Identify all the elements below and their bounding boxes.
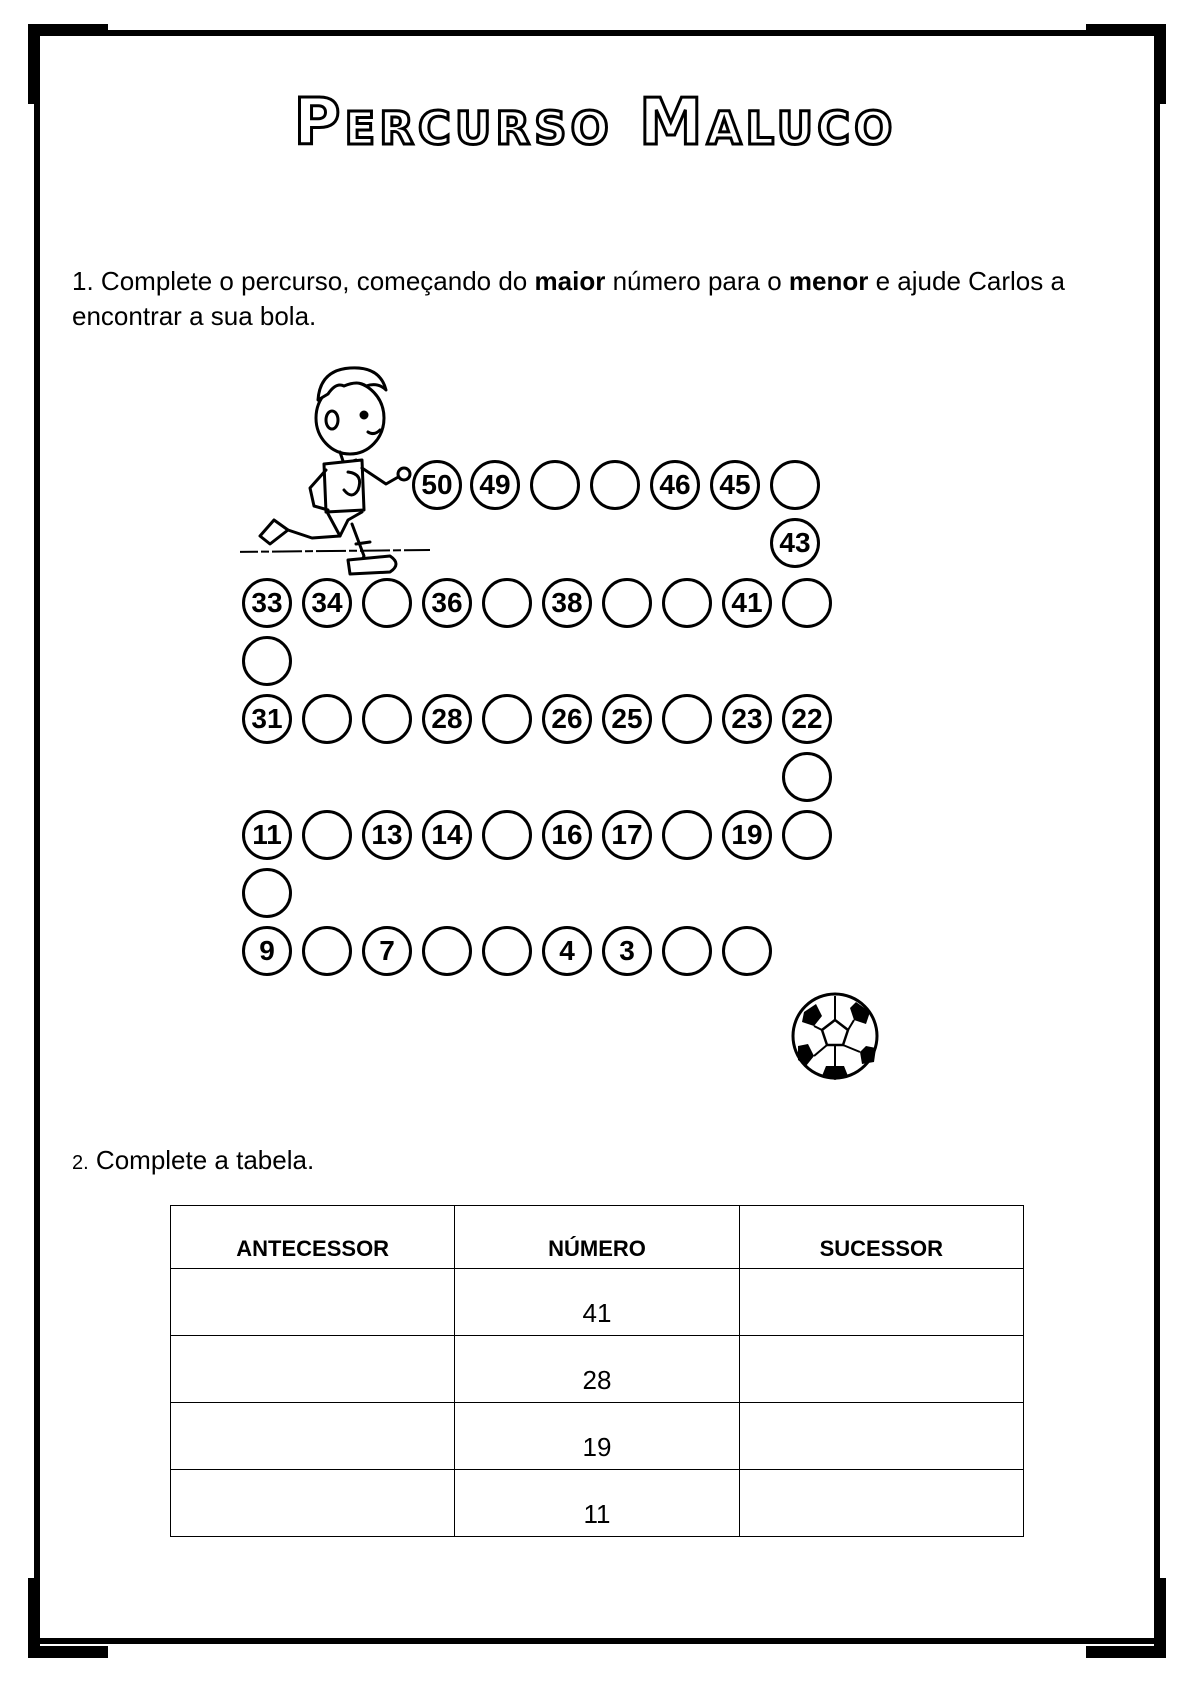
table-row: [171, 1470, 1024, 1537]
question-1-text-post: e ajude Carlos a encontrar a sua bola.: [72, 266, 1065, 331]
path-circle-46: 46: [650, 460, 700, 510]
path-circle-17: 17: [602, 810, 652, 860]
path-circle-blank[interactable]: [602, 578, 652, 628]
path-circle-blank[interactable]: [782, 752, 832, 802]
question-2: [72, 1145, 314, 1176]
path-circle-28: 28: [422, 694, 472, 744]
path-circle-7: 7: [362, 926, 412, 976]
numero-cell: 11: [455, 1470, 739, 1537]
path-circle-4: 4: [542, 926, 592, 976]
path-circle-16: 16: [542, 810, 592, 860]
column-header-sucessor: SUCESSOR: [739, 1206, 1023, 1269]
path-circle-49: 49: [470, 460, 520, 510]
path-circle-blank[interactable]: [662, 926, 712, 976]
path-circle-blank[interactable]: [782, 810, 832, 860]
numero-cell: 19: [455, 1403, 739, 1470]
sucessor-cell[interactable]: [739, 1403, 1023, 1470]
path-circle-blank[interactable]: [482, 578, 532, 628]
question-2-text: Complete a tabela.: [95, 1145, 315, 1175]
path-circle-11: 11: [242, 810, 292, 860]
path-circle-blank[interactable]: [782, 578, 832, 628]
path-circle-26: 26: [542, 694, 592, 744]
sucessor-cell[interactable]: [739, 1269, 1023, 1336]
antecessor-cell[interactable]: [171, 1403, 455, 1470]
question-1-bold-menor: menor: [788, 266, 869, 296]
path-circle-41: 41: [722, 578, 772, 628]
question-1-text-pre: Complete o percurso, começando do: [100, 266, 528, 296]
path-circle-38: 38: [542, 578, 592, 628]
path-circle-blank[interactable]: [302, 810, 352, 860]
path-circle-blank[interactable]: [242, 636, 292, 686]
table-row: [171, 1269, 1024, 1336]
path-circle-36: 36: [422, 578, 472, 628]
antecessor-cell[interactable]: [171, 1269, 455, 1336]
path-circle-23: 23: [722, 694, 772, 744]
path-circle-blank[interactable]: [362, 578, 412, 628]
path-circle-31: 31: [242, 694, 292, 744]
question-2-number: 2.: [72, 1152, 89, 1174]
question-1-bold-maior: maior: [534, 266, 606, 296]
path-circle-blank[interactable]: [482, 810, 532, 860]
path-circle-blank[interactable]: [422, 926, 472, 976]
predecessor-successor-table: [170, 1205, 1024, 1537]
sucessor-cell[interactable]: [739, 1470, 1023, 1537]
path-circle-45: 45: [710, 460, 760, 510]
path-circle-25: 25: [602, 694, 652, 744]
path-circle-blank[interactable]: [302, 694, 352, 744]
path-circle-blank[interactable]: [662, 578, 712, 628]
path-circle-9: 9: [242, 926, 292, 976]
soccer-ball-icon: [790, 990, 880, 1082]
path-circle-blank[interactable]: [590, 460, 640, 510]
table-row: [171, 1403, 1024, 1470]
path-circle-blank[interactable]: [770, 460, 820, 510]
path-circle-33: 33: [242, 578, 292, 628]
path-circle-blank[interactable]: [662, 810, 712, 860]
path-circle-blank[interactable]: [242, 868, 292, 918]
path-circle-3: 3: [602, 926, 652, 976]
antecessor-cell[interactable]: [171, 1336, 455, 1403]
path-circle-34: 34: [302, 578, 352, 628]
numero-cell: 28: [455, 1336, 739, 1403]
table-row: [171, 1336, 1024, 1403]
path-circle-blank[interactable]: [362, 694, 412, 744]
sucessor-cell[interactable]: [739, 1336, 1023, 1403]
antecessor-cell[interactable]: [171, 1470, 455, 1537]
path-circle-blank[interactable]: [722, 926, 772, 976]
path-circle-50: 50: [412, 460, 462, 510]
path-circle-22: 22: [782, 694, 832, 744]
table-header-row: [171, 1206, 1024, 1269]
path-circle-blank[interactable]: [482, 694, 532, 744]
numero-cell: 41: [455, 1269, 739, 1336]
column-header-numero: NÚMERO: [455, 1206, 739, 1269]
column-header-antecessor: ANTECESSOR: [171, 1206, 455, 1269]
path-circle-blank[interactable]: [662, 694, 712, 744]
question-1-text-mid: número para o: [612, 266, 782, 296]
question-1-number: 1.: [72, 266, 94, 296]
path-circle-19: 19: [722, 810, 772, 860]
path-circle-blank[interactable]: [482, 926, 532, 976]
path-circle-43: 43: [770, 518, 820, 568]
page-title-text: Percurso Maluco: [293, 86, 897, 160]
path-circle-13: 13: [362, 810, 412, 860]
path-circle-blank[interactable]: [302, 926, 352, 976]
path-circle-blank[interactable]: [530, 460, 580, 510]
path-circle-14: 14: [422, 810, 472, 860]
